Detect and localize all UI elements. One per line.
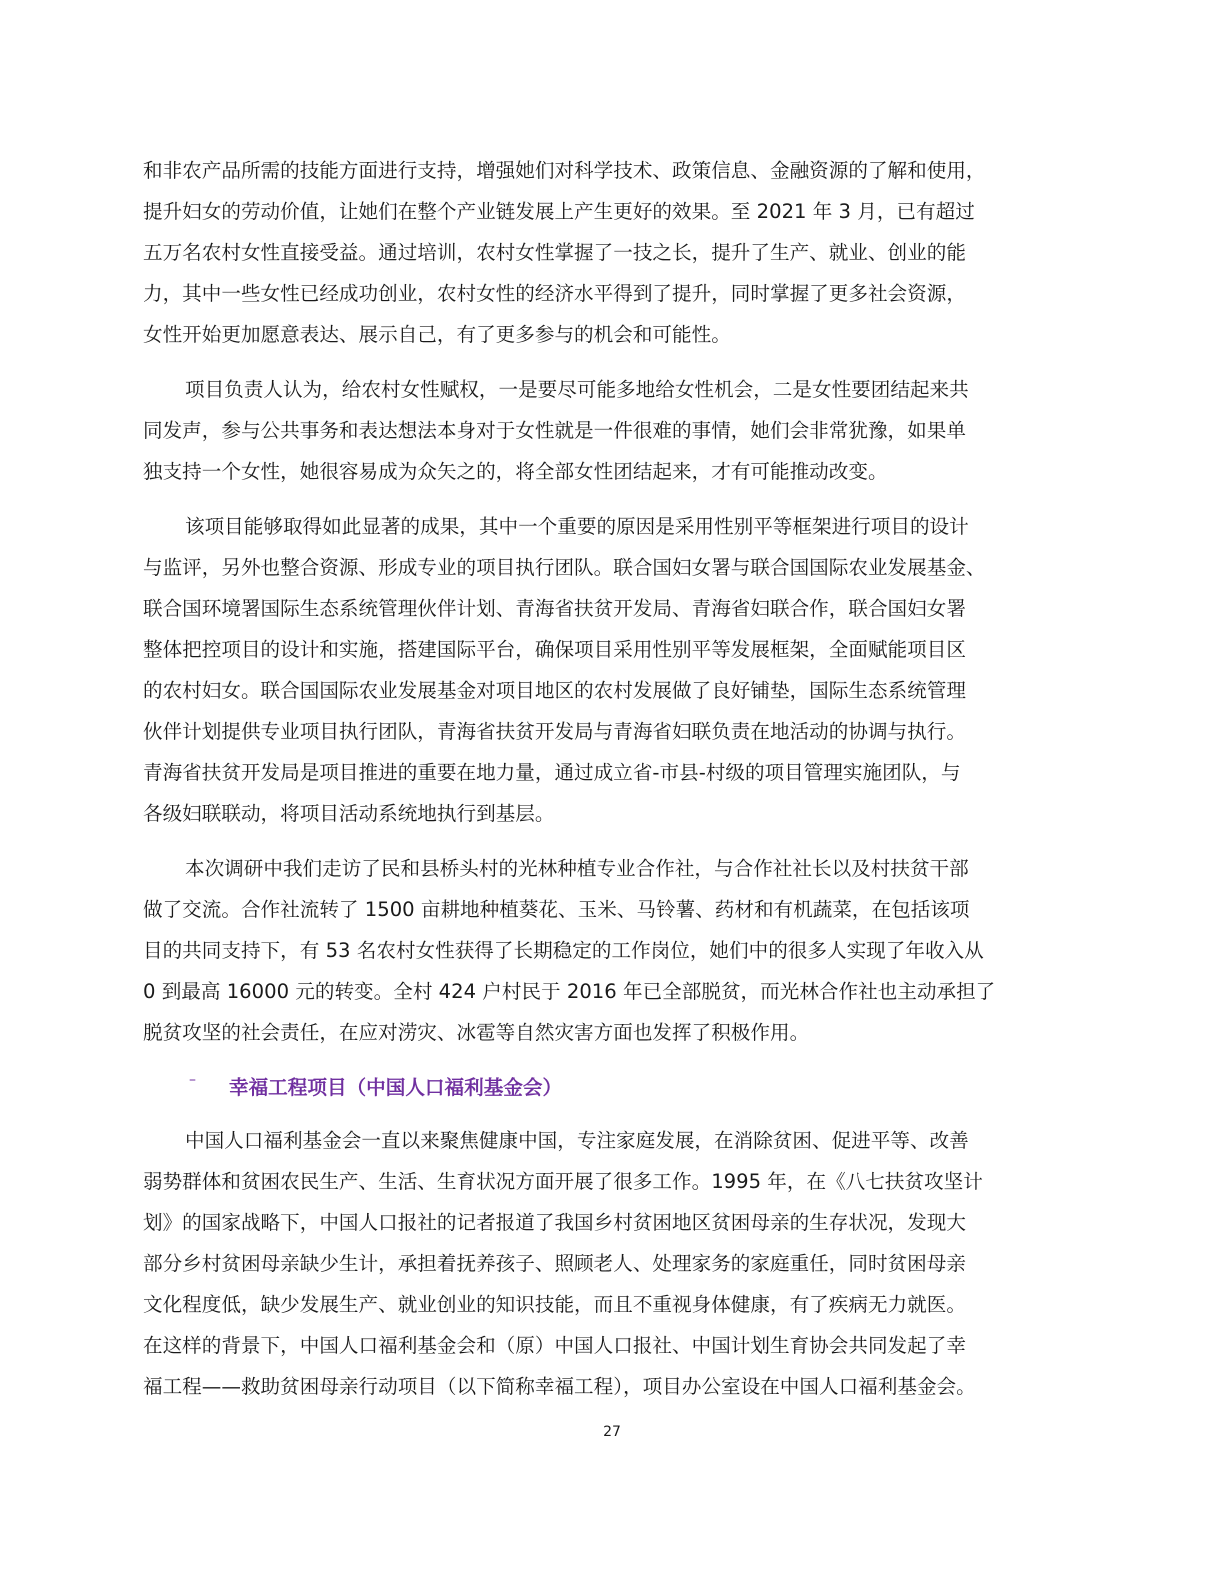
paragraph-line: 五万名农村女性直接受益。通过培训，农村女性掌握了一技之长，提升了生产、就业、创业的能: [143, 241, 966, 264]
section-heading: [143, 1067, 1088, 1108]
paragraph-line: 联合国环境署国际生态系统管理伙伴计划、青海省扶贫开发局、青海省妇联合作，联合国妇女署: [143, 597, 966, 620]
paragraph-project-framework: [143, 506, 1088, 834]
paragraph-line: 提升妇女的劳动价值，让她们在整个产业链发展上产生更好的效果。至 2021 年 3 月，已有超过: [143, 200, 975, 223]
paragraph-line: 同发声，参与公共事务和表达想法本身对于女性就是一件很难的事情，她们会非常犹豫，如果单: [143, 419, 966, 442]
paragraph-field-visit: [143, 848, 1088, 1053]
paragraph-empowerment-view: [143, 369, 1088, 492]
paragraph-line: 划》的国家战略下，中国人口报社的记者报道了我国乡村贫困地区贫困母亲的生存状况，发现大: [143, 1211, 966, 1234]
paragraph-line: 女性开始更加愿意表达、展示自己，有了更多参与的机会和可能性。: [143, 323, 731, 346]
paragraph-line: 福工程——救助贫困母亲行动项目（以下简称幸福工程），项目办公室设在中国人口福利基金会。: [143, 1375, 976, 1398]
paragraph-line: 和非农产品所需的技能方面进行支持，增强她们对科学技术、政策信息、金融资源的了解和使用，: [143, 159, 986, 182]
section-heading-title: 幸福工程项目（中国人口福利基金会）: [229, 1076, 563, 1099]
paragraph-line: 该项目能够取得如此显著的成果，其中一个重要的原因是采用性别平等框架进行项目的设计: [185, 515, 969, 538]
paragraph-line: 项目负责人认为，给农村女性赋权，一是要尽可能多地给女性机会，二是女性要团结起来共: [185, 378, 969, 401]
paragraph-training-outcomes: [143, 150, 1088, 355]
paragraph-line: 本次调研中我们走访了民和县桥头村的光林种植专业合作社，与合作社社长以及村扶贫干部: [185, 857, 969, 880]
paragraph-line: 的农村妇女。联合国国际农业发展基金对项目地区的农村发展做了良好铺垫，国际生态系统管理: [143, 679, 966, 702]
paragraph-line: 伙伴计划提供专业项目执行团队，青海省扶贫开发局与青海省妇联负责在地活动的协调与执行。: [143, 720, 966, 743]
page-number: 27: [603, 1424, 621, 1440]
page-body: [143, 150, 1088, 1421]
paragraph-line: 做了交流。合作社流转了 1500 亩耕地种植葵花、玉米、马铃薯、药材和有机蔬菜，在包括该项: [143, 898, 970, 921]
paragraph-line: 部分乡村贫困母亲缺少生计，承担着抚养孩子、照顾老人、处理家务的家庭重任，同时贫困母亲: [143, 1252, 966, 1275]
paragraph-line: 力，其中一些女性已经成功创业，农村女性的经济水平得到了提升，同时掌握了更多社会资源，: [143, 282, 966, 305]
paragraph-line: 在这样的背景下，中国人口福利基金会和（原）中国人口报社、中国计划生育协会共同发起了幸: [143, 1334, 966, 1357]
paragraph-line: 0 到最高 16000 元的转变。全村 424 户村民于 2016 年已全部脱贫，而光林合作社也主动承担了: [143, 980, 996, 1003]
paragraph-line: 各级妇联联动，将项目活动系统地执行到基层。: [143, 802, 555, 825]
paragraph-line: 文化程度低，缺少发展生产、就业创业的知识技能，而且不重视身体健康，有了疾病无力就医。: [143, 1293, 966, 1316]
paragraph-line: 脱贫攻坚的社会责任，在应对涝灾、冰雹等自然灾害方面也发挥了积极作用。: [143, 1021, 810, 1044]
paragraph-line: 目的共同支持下，有 53 名农村女性获得了长期稳定的工作岗位，她们中的很多人实现了年收入从: [143, 939, 984, 962]
paragraph-line: 弱势群体和贫困农民生产、生活、生育状况方面开展了很多工作。1995 年，在《八七扶贫攻坚计: [143, 1170, 983, 1193]
paragraph-line: 青海省扶贫开发局是项目推进的重要在地力量，通过成立省-市县-村级的项目管理实施团队，与: [143, 761, 961, 784]
paragraph-line: 中国人口福利基金会一直以来聚焦健康中国，专注家庭发展，在消除贫困、促进平等、改善: [185, 1129, 969, 1152]
heading-bullet-marker: –: [189, 1072, 196, 1088]
paragraph-line: 与监评，另外也整合资源、形成专业的项目执行团队。联合国妇女署与联合国国际农业发展基金、: [143, 556, 986, 579]
paragraph-happiness-project: [143, 1120, 1088, 1407]
paragraph-line: 整体把控项目的设计和实施，搭建国际平台，确保项目采用性别平等发展框架，全面赋能项目区: [143, 638, 966, 661]
paragraph-line: 独支持一个女性，她很容易成为众矢之的，将全部女性团结起来，才有可能推动改变。: [143, 460, 888, 483]
